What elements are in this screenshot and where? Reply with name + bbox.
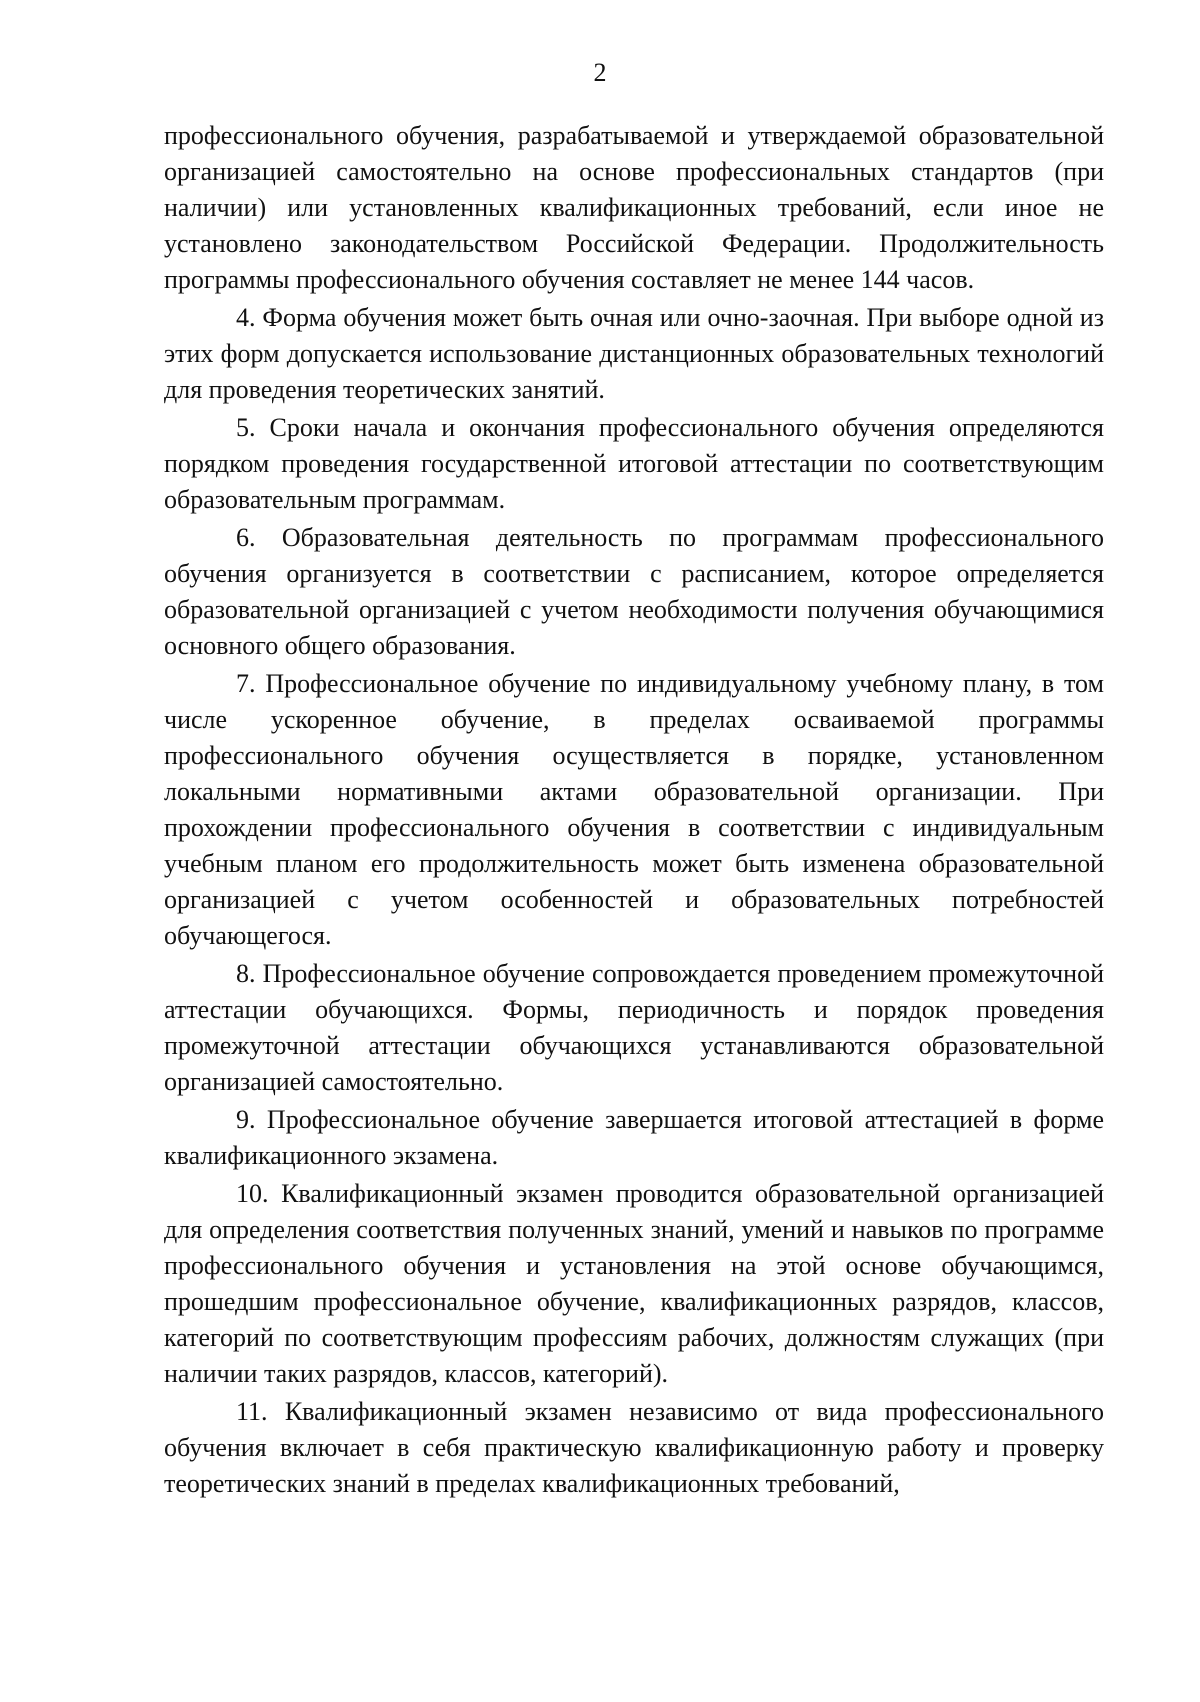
paragraph-4: 4. Форма обучения может быть очная или очно-заочная. При выборе одной из этих форм допускается использование дистанционных образовательных технологий для проведения теоретических занятий. (164, 303, 1104, 404)
paragraph-continuation: профессионального обучения, разрабатываемой и утверждаемой образовательной организацией самостоятельно на основе профессиональных стандартов (при наличии) или установленных квалификационных требований, если иное не установлено законодательством Российской Федерации. Продолжительность программы профессионального обучения составляет не менее 144 часов. (164, 121, 1104, 294)
paragraph-7: 7. Профессиональное обучение по индивидуальному учебному плану, в том числе ускоренное обучение, в пределах осваиваемой программы профессионального обучения осуществляется в порядке, установленном локальными нормативными актами образовательной организации. При прохождении профессионального обучения в соответствии с индивидуальным учебным планом его продолжительность может быть изменена образовательной организацией с учетом особенностей и образовательных потребностей обучающегося. (164, 669, 1104, 950)
document-body (164, 118, 1104, 1504)
paragraph-6: 6. Образовательная деятельность по программам профессионального обучения организуется в соответствии с расписанием, которое определяется образовательной организацией с учетом необходимости получения обучающимися основного общего образования. (164, 523, 1104, 660)
paragraph-5: 5. Сроки начала и окончания профессионального обучения определяются порядком проведения государственной итоговой аттестации по соответствующим образовательным программам. (164, 413, 1104, 514)
paragraph-11: 11. Квалификационный экзамен независимо от вида профессионального обучения включает в себя практическую квалификационную работу и проверку теоретических знаний в пределах квалификационных требований, (164, 1397, 1104, 1498)
paragraph-8: 8. Профессиональное обучение сопровождается проведением промежуточной аттестации обучающихся. Формы, периодичность и порядок проведения промежуточной аттестации обучающихся устанавливаются образовательной организацией самостоятельно. (164, 959, 1104, 1096)
page-number: 2 (593, 58, 607, 87)
paragraph-9: 9. Профессиональное обучение завершается итоговой аттестацией в форме квалификационного экзамена. (164, 1105, 1104, 1170)
paragraph-10: 10. Квалификационный экзамен проводится образовательной организацией для определения соответствия полученных знаний, умений и навыков по программе профессионального обучения и установления на этой основе обучающимся, прошедшим профессиональное обучение, квалификационных разрядов, классов, категорий по соответствующим профессиям рабочих, должностям служащих (при наличии таких разрядов, классов, категорий). (164, 1179, 1104, 1388)
